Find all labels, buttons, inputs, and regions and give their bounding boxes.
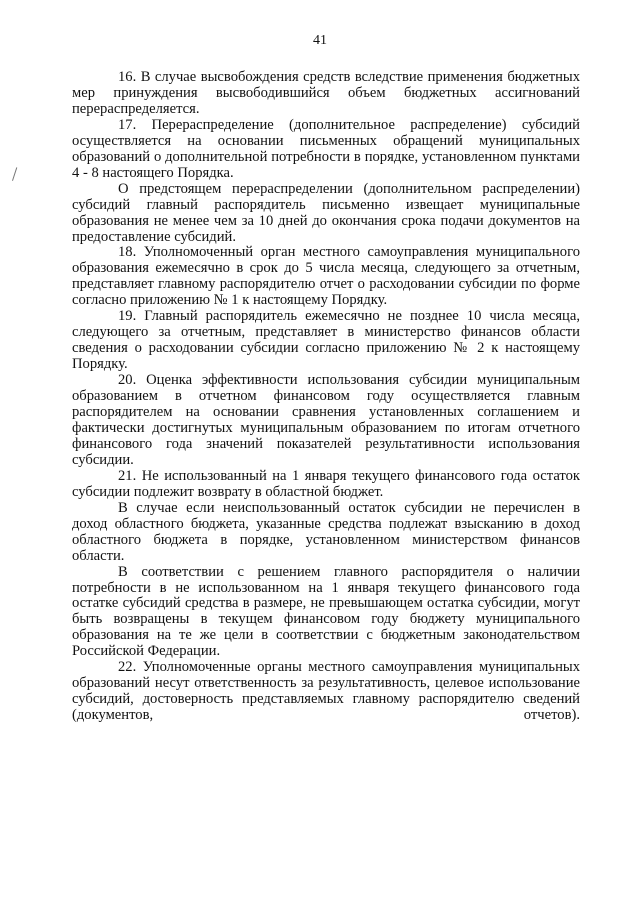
margin-mark: [12, 167, 23, 182]
paragraph-16: 16. В случае высвобождения средств вследствие применения бюджетных мер принуждения высвободившийся объем бюджетных ассигнований перераспределяется.: [72, 69, 580, 117]
paragraph-21: 21. Не использованный на 1 января текущего финансового года остаток субсидии подлежит возврату в областной бюджет.: [72, 467, 580, 500]
paragraph-19: 19. Главный распорядитель ежемесячно не позднее 10 числа месяца, следующего за отчетным, представляет в министерство финансов области сведения о расходовании субсидии согласно приложению № 2 к настоящему Порядку.: [72, 308, 580, 373]
document-body: [72, 70, 580, 724]
paragraph-17: 17. Перераспределение (дополнительное распределение) субсидий осуществляется на основании письменных обращений муниципальных образований о дополнительной потребности в порядке, установленном пунктами 4 - 8 настоящего Порядка.: [72, 116, 580, 181]
paragraph-22: 22. Уполномоченные органы местного самоуправления муниципальных образований несут ответственность за результативность, целевое использование субсидий, достоверность представляемых главному распорядителю сведений (документов, отчетов).: [72, 659, 580, 724]
paragraph-20: 20. Оценка эффективности использования субсидии муниципальным образованием в отчетном финансовом году осуществляется главным распорядителем на основании сравнения установленных соглашением и фактически достигнутых муниципальным образованием по итогам отчетного финансового года значений показателей результативности использования субсидии.: [72, 372, 580, 468]
paragraph-21-recovery: В случае если неиспользованный остаток субсидии не перечислен в доход областного бюджета, указанные средства подлежат взысканию в доход областного бюджета в порядке, установленном министерством финансов области.: [72, 499, 580, 564]
page-number: 41: [313, 33, 327, 48]
paragraph-21-return: В соответствии с решением главного распорядителя о наличии потребности в не использованном на 1 января текущего финансового года остатке субсидий средства в размере, не превышающем остатка субсидии, могут быть возвращены в текущем финансовом году бюджету муниципального образования на те же цели в соответствии с бюджетным законодательством Российской Федерации.: [72, 563, 580, 660]
paragraph-18: 18. Уполномоченный орган местного самоуправления муниципального образования ежемесячно в срок до 5 числа месяца, следующего за отчетным, представляет главному распорядителю отчет о расходовании субсидии по форме согласно приложению № 1 к настоящему Порядку.: [72, 244, 580, 309]
paragraph-17-notice: О предстоящем перераспределении (дополнительном распределении) субсидий главный распорядитель письменно извещает муниципальные образования не менее чем за 10 дней до окончания срока подачи документов на предоставление субсидий.: [72, 180, 580, 245]
